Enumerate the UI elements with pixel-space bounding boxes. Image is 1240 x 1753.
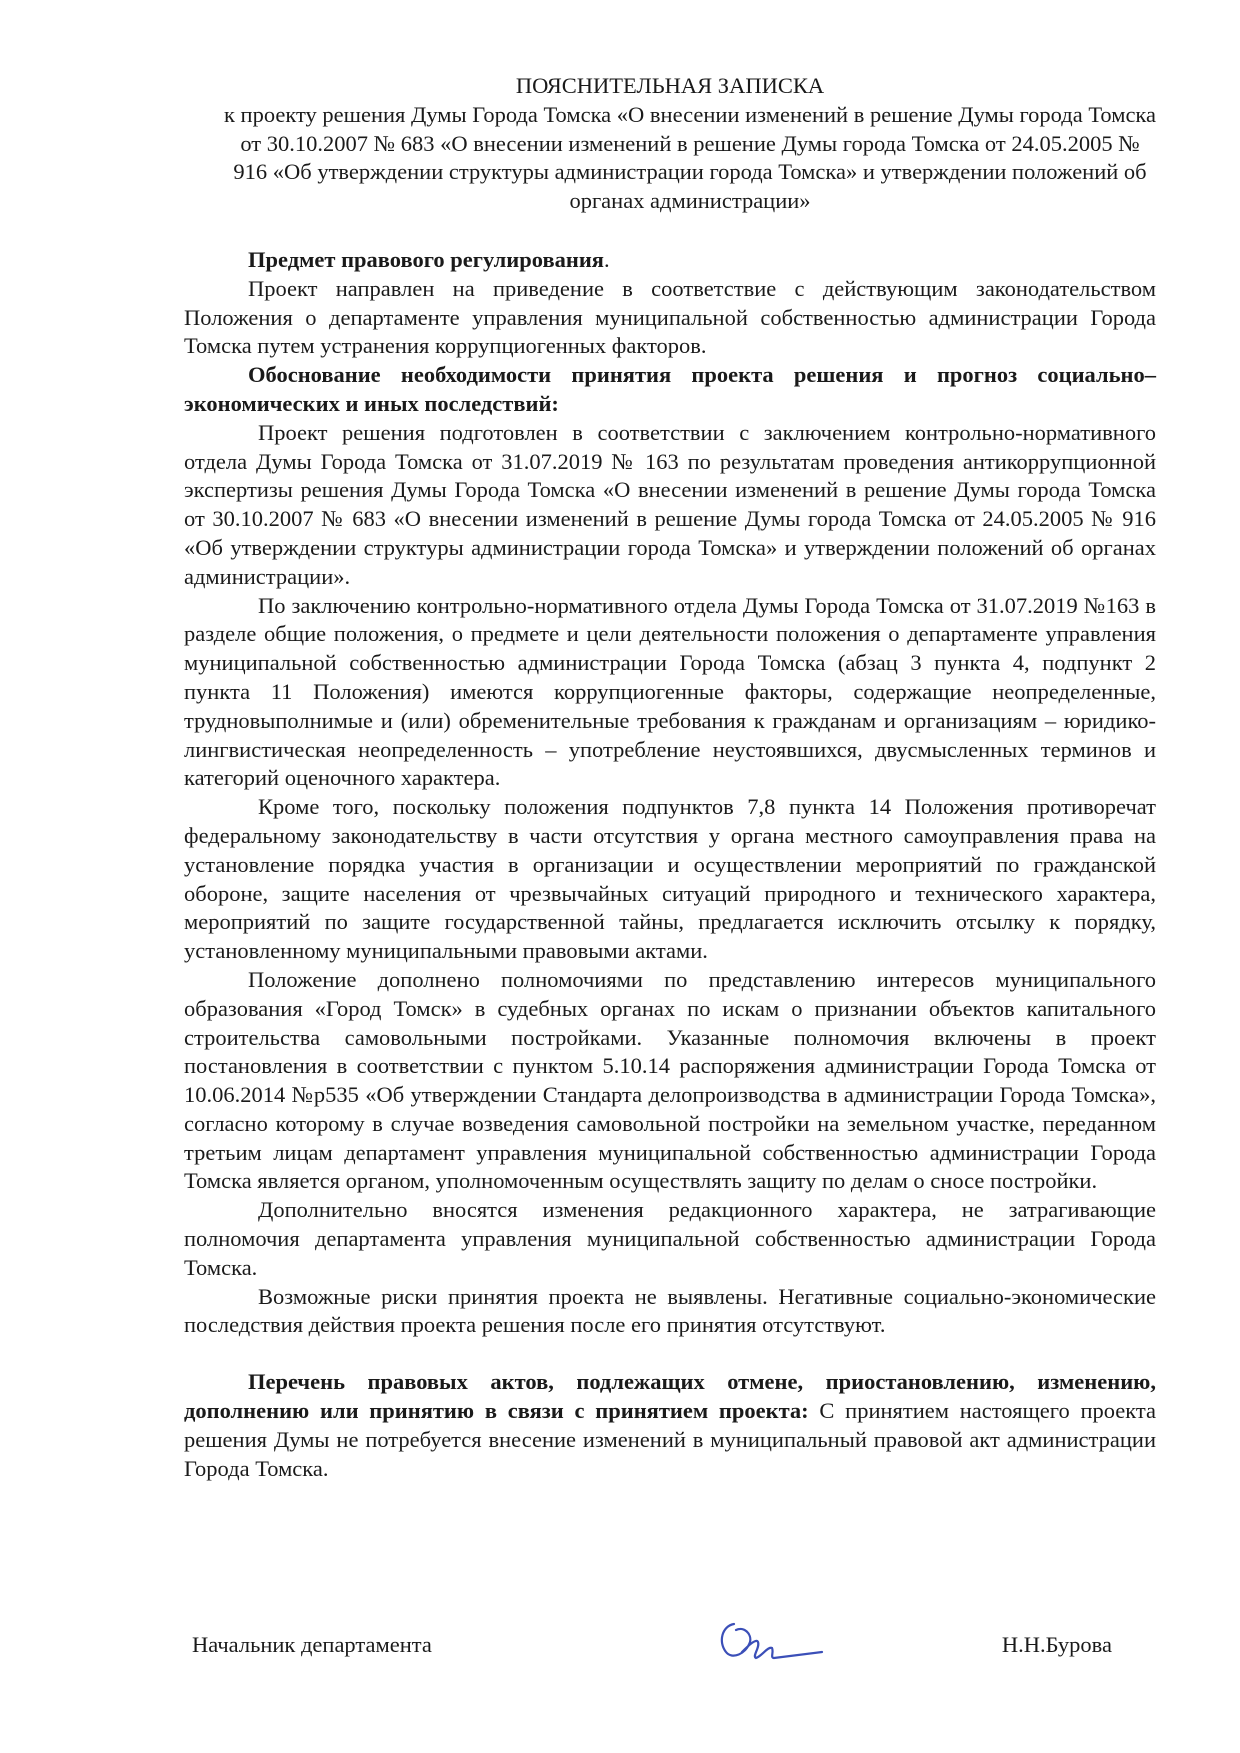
signature-block bbox=[192, 1626, 1112, 1666]
paragraph: Проект решения подготовлен в соответствии с заключением контрольно-нормативного отдела Думы Города Томска от 31.07.2019 № 163 по результатам проведения антикоррупционной экспертизы решения Думы Города Томска «О внесении изменений в решение Думы города Томска от 30.10.2007 № 683 «О внесении изменений в решение Думы города Томска от 24.05.2005 № 916 «Об утверждении структуры администрации города Томска» и утверждении положений об органах администрации». bbox=[184, 419, 1156, 589]
rationale-heading: Обоснование необходимости принятия проекта решения и прогноз социально–экономических и иных последствий: bbox=[184, 362, 1156, 416]
handwritten-signature bbox=[712, 1612, 832, 1672]
signer-name: Н.Н.Бурова bbox=[1001, 1632, 1112, 1657]
document-page bbox=[184, 72, 1156, 1483]
signer-position: Начальник департамента bbox=[192, 1632, 432, 1657]
paragraph: Положение дополнено полномочиями по представлению интересов муниципального образования «Город Томск» в судебных органах по искам о признании объектов капитального строительства самовольными постройками. Указанные полномочия включены в проект постановления в соответствии с пунктом 5.10.14 распоряжения администрации Города Томска от 10.06.2014 №р535 «Об утверждении Стандарта делопроизводства в администрации Города Томска», согласно которому в случае возведения самовольной постройки на земельном участке, переданном третьим лицам департамент управления муниципальной собственностью администрации Города Томска является органом, уполномоченным осуществлять защиту по делам о сносе постройки. bbox=[184, 966, 1156, 1194]
subject-text: Проект направлен на приведение в соответствие с действующим законодательством Положения о департаменте управления муниципальной собственностью администрации Города Томска путем устранения коррупциогенных факторов. bbox=[184, 275, 1156, 359]
subject-heading bbox=[184, 246, 1156, 275]
subject-heading-text: Предмет правового регулирования bbox=[248, 246, 604, 272]
acts-heading: Перечень правовых актов, подлежащих отмене, приостановлению, изменению, дополнению или принятию в связи с принятием проекта: bbox=[184, 1369, 1156, 1424]
paragraph: Дополнительно вносятся изменения редакционного характера, не затрагивающие полномочия департамента управления муниципальной собственностью администрации Города Томска. bbox=[184, 1197, 1156, 1280]
paragraph: Возможные риски принятия проекта не выявлены. Негативные социально-экономические последствия действия проекта решения после его принятия отсутствуют. bbox=[184, 1283, 1156, 1338]
document-subtitle: к проекту решения Думы Города Томска «О внесении изменений в решение Думы города Томска от 30.10.2007 № 683 «О внесении изменений в решение Думы города Томска от 24.05.2005 № 916 «Об утверждении структуры администрации города Томска» и утверждении положений об органах администрации» bbox=[224, 101, 1157, 214]
document-title: ПОЯСНИТЕЛЬНАЯ ЗАПИСКА bbox=[515, 73, 825, 98]
acts-text: С принятием настоящего проекта решения Думы не потребуется внесение изменений в муниципальный правовой акт администрации Города Томска. bbox=[184, 1398, 1156, 1481]
paragraph: Кроме того, поскольку положения подпунктов 7,8 пункта 14 Положения противоречат федеральному законодательству в части отсутствия у органа местного самоуправления права на установление порядка участия в организации и осуществлении мероприятий по гражданской обороне, защите населения от чрезвычайных ситуаций природного и технического характера, мероприятий по защите государственной тайны, предлагается исключить отсылку к порядку, установленному муниципальными правовыми актами. bbox=[184, 794, 1156, 964]
subject-heading-dot: . bbox=[603, 246, 610, 272]
acts-paragraph bbox=[184, 1368, 1156, 1483]
paragraph: По заключению контрольно-нормативного отдела Думы Города Томска от 31.07.2019 №163 в разделе общие положения, о предмете и цели деятельности положения о департаменте управления муниципальной собственностью администрации Города Томска (абзац 3 пункта 4, подпункт 2 пункта 11 Положения) имеются коррупциогенные факторы, содержащие неопределенные, трудновыполнимые и (или) обременительные требования к гражданам и организациям – юридико-лингвистическая неопределенность – употребление неустоявшихся, двусмысленных терминов и категорий оценочного характера. bbox=[184, 592, 1156, 791]
